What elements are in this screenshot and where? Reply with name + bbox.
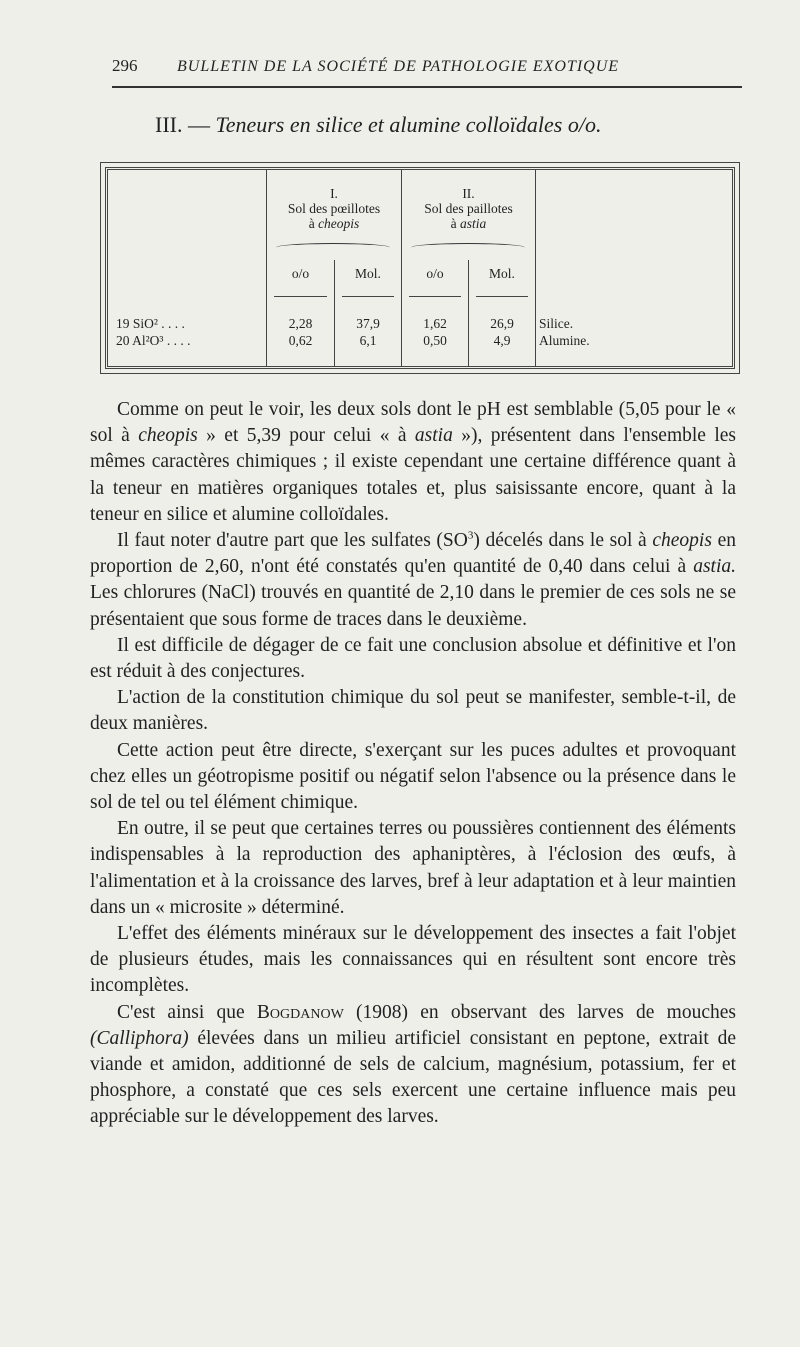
row-label: 20 Al²O³ . . . . xyxy=(116,333,191,348)
text-run: cheopis xyxy=(652,530,712,552)
superscript: 3 xyxy=(467,529,474,542)
row-name: Silice. xyxy=(539,316,574,331)
text-run: Comme on peut le voir, les deux sols dont le pH est semblable (5,05 pour le « sol à xyxy=(90,399,736,447)
group1-brace xyxy=(276,243,390,252)
text-run: C'est ainsi que xyxy=(117,1001,257,1023)
text-run: (1908) en observant des larves de mouches xyxy=(343,1001,736,1023)
running-header xyxy=(112,56,742,88)
group2-prefix: à xyxy=(450,216,461,231)
text-run: (Calliphora) xyxy=(90,1027,189,1049)
paragraph: En outre, il se peut que certaines terres ou poussières contiennent des éléments indispensables à la reproduction des aphaniptères, à l'éclosion des œufs, à l'alimentation et à la croissance des larves, bref à leur adaptation et à leur maintien dans un « microsite » déterminé. xyxy=(90,818,736,918)
group2-line1: Sol des paillotes xyxy=(424,201,513,216)
text-run: Il faut noter d'autre part que les sulfates (SO xyxy=(117,530,468,552)
section-number: III. — xyxy=(155,112,210,137)
section-heading: Teneurs en silice et alumine colloïdales o/o. xyxy=(215,112,602,137)
group1-line2 xyxy=(267,216,401,231)
paragraph xyxy=(90,397,736,528)
col-mol-2: Mol. xyxy=(489,266,515,281)
running-title: BULLETIN DE LA SOCIÉTÉ DE PATHOLOGIE EXOTIQUE xyxy=(177,58,620,75)
text-run: astia. xyxy=(693,556,736,578)
section-title xyxy=(155,112,601,138)
text-run: cheopis xyxy=(138,425,198,447)
row-value: 6,1 xyxy=(359,333,377,348)
text-run: Les chlorures (NaCl) trouvés en quantité de 2,10 dans le premier de ces sols ne se présentaient que sous forme de traces dans le deuxième. xyxy=(90,582,736,630)
data-table xyxy=(100,162,740,374)
col-pct-2: o/o xyxy=(426,266,444,281)
group1-line1: Sol des pœillotes xyxy=(287,201,381,216)
paragraph: Il est difficile de dégager de ce fait une conclusion absolue et définitive et l'on est réduit à des conjectures. xyxy=(90,634,736,683)
group1-header xyxy=(267,186,401,231)
body-text xyxy=(90,397,736,1131)
group1-number: I. xyxy=(330,186,338,201)
group2-brace xyxy=(411,243,525,252)
row-value: 1,62 xyxy=(423,316,447,331)
text-run: ) décelés dans le sol à xyxy=(473,530,653,552)
paragraph xyxy=(90,1000,736,1131)
row-value: 0,62 xyxy=(288,333,313,348)
rule xyxy=(342,296,394,297)
group2-header xyxy=(402,186,535,231)
rule xyxy=(476,296,528,297)
paragraph: L'action de la constitution chimique du sol peut se manifester, semble-t-il, de deux manières. xyxy=(90,687,736,735)
paragraph: Cette action peut être directe, s'exerçant sur les puces adultes et provoquant chez elles un géotropisme positif ou négatif selon l'absence ou la présence dans le sol de tel ou tel élément chimique. xyxy=(90,739,736,814)
text-run: »), présentent dans l'ensemble les mêmes caractères chimiques ; il existe cependant une certaine différence quant à la teneur en matières organiques totales et, plus saisissante encore, quant à la teneur en silice et alumine colloïdales. xyxy=(90,425,736,525)
row-value: 0,50 xyxy=(423,333,447,348)
group2-line2 xyxy=(402,216,535,231)
row-name: Alumine. xyxy=(539,333,590,348)
row-value: 26,9 xyxy=(490,316,514,331)
page-number: 296 xyxy=(112,56,138,75)
row-value: 2,28 xyxy=(288,316,313,331)
col-pct-1: o/o xyxy=(291,266,310,281)
author-name: Bogdanow xyxy=(256,1001,344,1023)
text-run: en proportion de 2,60, n'ont été constatés qu'en quantité de 0,40 dans celui à xyxy=(90,530,736,578)
text-run: élevées dans un milieu artificiel consistant en peptone, extrait de viande et amidon, additionné de sels de calcium, magnésium, potassium, fer et phosphore, a constaté que ces sels exercent une certaine influence mais peu appréciable sur le développement des larves. xyxy=(90,1027,736,1128)
row-label: 19 SiO² . . . . xyxy=(116,316,185,331)
table-frame xyxy=(105,167,735,369)
group2-number: II. xyxy=(462,186,475,201)
rule xyxy=(274,296,327,297)
group2-species: astia xyxy=(460,216,487,231)
row-value: 4,9 xyxy=(493,333,511,348)
group1-prefix: à xyxy=(308,216,319,231)
row-value: 37,9 xyxy=(356,316,380,331)
table-divider xyxy=(535,170,536,366)
col-mol-1: Mol. xyxy=(355,266,381,281)
text-run: » et 5,39 pour celui « à xyxy=(197,425,415,447)
group1-species: cheopis xyxy=(318,216,360,231)
text-run: astia xyxy=(414,425,453,447)
paragraph xyxy=(90,528,736,633)
paragraph: L'effet des éléments minéraux sur le développement des insectes a fait l'objet de plusieurs études, mais les connaissances qui en résultent sont encore très incomplètes. xyxy=(90,923,736,997)
rule xyxy=(409,296,461,297)
